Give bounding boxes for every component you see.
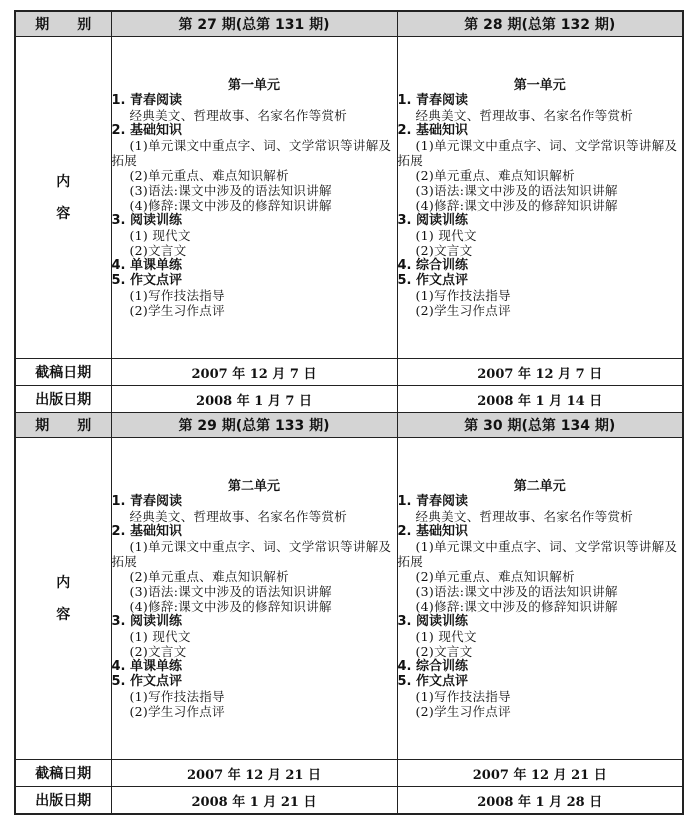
content-label-top: 内: [56, 173, 71, 190]
publish-date: 2008 年 1 月 14 日: [397, 386, 683, 413]
section-item: (2)单元重点、难点知识解析: [415, 568, 575, 584]
deadline-date: 2007 年 12 月 21 日: [397, 760, 683, 787]
issue-title: 第 28 期(总第 132 期): [397, 11, 683, 37]
section-item: (1) 现代文: [129, 628, 191, 644]
section-item: (1)单元课文中重点字、词、文学常识等讲解及拓展: [397, 137, 678, 168]
section-item: (1)写作技法指导: [129, 287, 225, 303]
section-item: (4)修辞:课文中涉及的修辞知识讲解: [129, 598, 332, 614]
section-item: (1) 现代文: [129, 227, 191, 243]
section-heading: 3. 阅读训练: [111, 613, 183, 629]
section-heading: 1. 青春阅读: [111, 92, 183, 108]
section-item: (2)文言文: [129, 643, 187, 659]
section-item: (4)修辞:课文中涉及的修辞知识讲解: [129, 197, 332, 213]
content-label: [15, 37, 111, 359]
content-row: [15, 438, 683, 760]
schedule-body: [15, 11, 683, 814]
issue-content: [111, 37, 397, 359]
section-heading: 1. 青春阅读: [111, 493, 183, 509]
section-item: (2)学生习作点评: [415, 302, 511, 318]
issue-content: [397, 438, 683, 760]
section-item: (2)文言文: [415, 643, 473, 659]
issue-content: [111, 438, 397, 760]
section-item: (1)单元课文中重点字、词、文学常识等讲解及拓展: [397, 538, 678, 569]
section-item: 经典美文、哲理故事、名家名作等赏析: [415, 107, 634, 123]
unit-title: 第二单元: [227, 478, 280, 494]
section-item: (2)单元重点、难点知识解析: [415, 167, 575, 183]
section-heading: 5. 作文点评: [111, 673, 183, 689]
section-item: (2)单元重点、难点知识解析: [129, 568, 289, 584]
issue-title: 第 30 期(总第 134 期): [397, 413, 683, 438]
section-item: (2)学生习作点评: [129, 703, 225, 719]
section-heading: 1. 青春阅读: [397, 92, 469, 108]
section-item: (1)写作技法指导: [415, 287, 511, 303]
section-item: (3)语法:课文中涉及的语法知识讲解: [129, 583, 332, 599]
deadline-date: 2007 年 12 月 21 日: [111, 760, 397, 787]
section-heading: 2. 基础知识: [111, 122, 183, 138]
section-item: (4)修辞:课文中涉及的修辞知识讲解: [415, 598, 618, 614]
deadline-row: [15, 760, 683, 787]
issue-content: [397, 37, 683, 359]
section-heading: 2. 基础知识: [397, 523, 469, 539]
section-item: (1) 现代文: [415, 227, 477, 243]
section-item: 经典美文、哲理故事、名家名作等赏析: [415, 508, 634, 524]
section-heading: 4. 单课单练: [111, 257, 183, 273]
section-item: 经典美文、哲理故事、名家名作等赏析: [129, 107, 348, 123]
deadline-label: 截稿日期: [15, 760, 111, 787]
section-heading: 5. 作文点评: [111, 272, 183, 288]
period-label: 期 别: [15, 11, 111, 37]
section-heading: 5. 作文点评: [397, 272, 469, 288]
content-label-bottom: 容: [56, 205, 71, 222]
content-label-bottom: 容: [56, 606, 71, 623]
publish-date: 2008 年 1 月 21 日: [111, 787, 397, 815]
unit-title: 第一单元: [227, 77, 280, 93]
section-item: (1)写作技法指导: [129, 688, 225, 704]
schedule-table: [14, 10, 684, 815]
section-item: 经典美文、哲理故事、名家名作等赏析: [129, 508, 348, 524]
period-header-row: [15, 413, 683, 438]
section-heading: 4. 综合训练: [397, 658, 469, 674]
section-heading: 3. 阅读训练: [397, 212, 469, 228]
section-heading: 4. 综合训练: [397, 257, 469, 273]
unit-title: 第二单元: [513, 478, 566, 494]
section-item: (2)文言文: [415, 242, 473, 258]
content-row: [15, 37, 683, 359]
content-label: [15, 438, 111, 760]
section-item: (2)学生习作点评: [129, 302, 225, 318]
section-heading: 4. 单课单练: [111, 658, 183, 674]
section-heading: 2. 基础知识: [397, 122, 469, 138]
section-item: (3)语法:课文中涉及的语法知识讲解: [415, 182, 618, 198]
section-item: (2)文言文: [129, 242, 187, 258]
period-header-row: [15, 11, 683, 37]
section-item: (2)单元重点、难点知识解析: [129, 167, 289, 183]
issue-title: 第 29 期(总第 133 期): [111, 413, 397, 438]
section-item: (3)语法:课文中涉及的语法知识讲解: [129, 182, 332, 198]
publish-date: 2008 年 1 月 28 日: [397, 787, 683, 815]
deadline-date: 2007 年 12 月 7 日: [397, 359, 683, 386]
publish-label: 出版日期: [15, 386, 111, 413]
publish-label: 出版日期: [15, 787, 111, 815]
deadline-row: [15, 359, 683, 386]
section-heading: 1. 青春阅读: [397, 493, 469, 509]
section-heading: 2. 基础知识: [111, 523, 183, 539]
deadline-label: 截稿日期: [15, 359, 111, 386]
content-label-top: 内: [56, 574, 71, 591]
section-item: (1)单元课文中重点字、词、文学常识等讲解及拓展: [111, 538, 392, 569]
section-item: (1)写作技法指导: [415, 688, 511, 704]
section-heading: 5. 作文点评: [397, 673, 469, 689]
section-heading: 3. 阅读训练: [397, 613, 469, 629]
publish-date: 2008 年 1 月 7 日: [111, 386, 397, 413]
section-item: (4)修辞:课文中涉及的修辞知识讲解: [415, 197, 618, 213]
issue-title: 第 27 期(总第 131 期): [111, 11, 397, 37]
unit-title: 第一单元: [513, 77, 566, 93]
period-label: 期 别: [15, 413, 111, 438]
section-item: (3)语法:课文中涉及的语法知识讲解: [415, 583, 618, 599]
section-heading: 3. 阅读训练: [111, 212, 183, 228]
deadline-date: 2007 年 12 月 7 日: [111, 359, 397, 386]
section-item: (1) 现代文: [415, 628, 477, 644]
publish-row: [15, 386, 683, 413]
section-item: (1)单元课文中重点字、词、文学常识等讲解及拓展: [111, 137, 392, 168]
section-item: (2)学生习作点评: [415, 703, 511, 719]
